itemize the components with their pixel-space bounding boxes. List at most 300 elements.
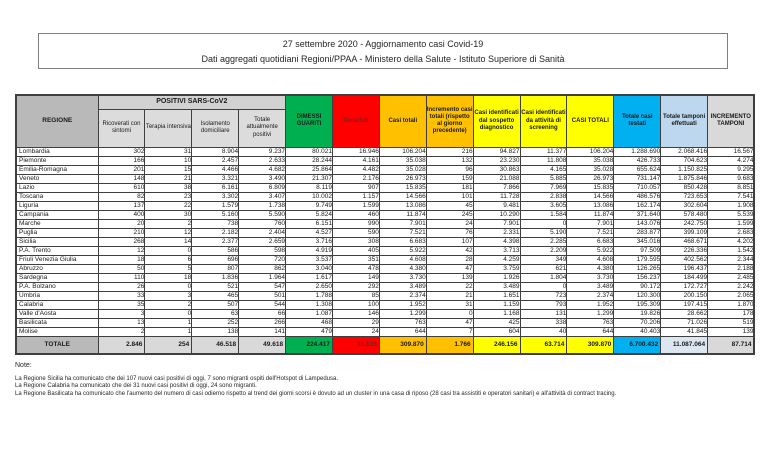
table-cell: 1.599 bbox=[708, 219, 755, 228]
total-cell: 11.087.064 bbox=[661, 336, 708, 354]
table-cell: 3.302 bbox=[192, 192, 239, 201]
table-cell: 197.415 bbox=[661, 300, 708, 309]
table-cell: 9.237 bbox=[239, 147, 286, 156]
table-cell: 31 bbox=[145, 147, 192, 156]
table-cell: 216 bbox=[426, 147, 473, 156]
table-row bbox=[16, 147, 754, 156]
table-row bbox=[16, 273, 754, 282]
total-cell: 309.870 bbox=[567, 336, 614, 354]
table-cell: 1 bbox=[145, 318, 192, 327]
table-cell: 5.590 bbox=[239, 210, 286, 219]
table-cell: 7.521 bbox=[379, 228, 426, 237]
covid-data-table bbox=[15, 94, 755, 355]
table-cell: 544 bbox=[239, 300, 286, 309]
table-cell: 184.499 bbox=[661, 273, 708, 282]
table-cell: 4.608 bbox=[379, 255, 426, 264]
col-header-casi-totali: Casi totali bbox=[379, 95, 426, 147]
table-row bbox=[16, 291, 754, 300]
table-cell: 21.088 bbox=[473, 174, 520, 183]
table-cell: 807 bbox=[192, 264, 239, 273]
table-cell: 143.076 bbox=[614, 219, 661, 228]
table-cell: 16.567 bbox=[708, 147, 755, 156]
table-cell: 97.509 bbox=[614, 246, 661, 255]
table-cell: 22 bbox=[426, 282, 473, 291]
col-header-isolamento: Isolamento domiciliare bbox=[192, 109, 239, 147]
table-cell: 9.481 bbox=[473, 201, 520, 210]
table-cell: 70.206 bbox=[614, 318, 661, 327]
table-cell: 468.671 bbox=[661, 237, 708, 246]
table-cell: 1.952 bbox=[379, 300, 426, 309]
table-cell: 731.147 bbox=[614, 174, 661, 183]
table-cell: 2.344 bbox=[708, 255, 755, 264]
table-cell: 141 bbox=[239, 327, 286, 336]
table-cell: 1.738 bbox=[239, 201, 286, 210]
table-cell: 22 bbox=[145, 201, 192, 210]
region-name: Lazio bbox=[16, 183, 98, 192]
table-body bbox=[16, 147, 754, 354]
table-cell: 126.265 bbox=[614, 264, 661, 273]
table-row bbox=[16, 165, 754, 174]
table-cell: 2.659 bbox=[239, 237, 286, 246]
total-cell: 2.846 bbox=[98, 336, 145, 354]
col-header-casi-sospetto-diagnostico: Casi identificati dal sospetto diagnostico bbox=[473, 95, 520, 147]
table-cell: 1.926 bbox=[473, 273, 520, 282]
table-cell: 371.640 bbox=[614, 210, 661, 219]
table-cell: 179.595 bbox=[614, 255, 661, 264]
table-cell: 4.527 bbox=[286, 228, 333, 237]
table-cell: 195.309 bbox=[614, 300, 661, 309]
table-cell: 302.604 bbox=[661, 201, 708, 210]
total-cell: 46.518 bbox=[192, 336, 239, 354]
table-cell: 519 bbox=[708, 318, 755, 327]
table-cell: 28.662 bbox=[661, 309, 708, 318]
table-cell: 19.826 bbox=[614, 309, 661, 318]
table-cell: 5.539 bbox=[708, 210, 755, 219]
col-header-regione: REGIONE bbox=[16, 95, 98, 147]
table-cell: 7.541 bbox=[708, 192, 755, 201]
region-name: Basilicata bbox=[16, 318, 98, 327]
table-cell: 426.733 bbox=[614, 156, 661, 165]
table-cell: 30 bbox=[145, 210, 192, 219]
table-row bbox=[16, 327, 754, 336]
table-cell: 33 bbox=[98, 291, 145, 300]
table-cell: 201 bbox=[98, 165, 145, 174]
table-cell: 2.683 bbox=[708, 228, 755, 237]
table-cell: 131 bbox=[520, 309, 567, 318]
bulletin-title-box bbox=[38, 33, 728, 69]
table-cell: 156.237 bbox=[614, 273, 661, 282]
table-cell: 425 bbox=[473, 318, 520, 327]
table-cell: 3.489 bbox=[379, 282, 426, 291]
table-cell: 610 bbox=[98, 183, 145, 192]
col-header-incremento-tamponi: INCREMENTO TAMPONI bbox=[708, 95, 755, 147]
table-cell: 4.380 bbox=[379, 264, 426, 273]
table-cell: 710.057 bbox=[614, 183, 661, 192]
table-cell: 85 bbox=[332, 291, 379, 300]
table-cell: 26.973 bbox=[567, 174, 614, 183]
table-cell: 479 bbox=[286, 327, 333, 336]
table-cell: 13 bbox=[98, 318, 145, 327]
table-cell: 345.016 bbox=[614, 237, 661, 246]
table-cell: 4.398 bbox=[473, 237, 520, 246]
table-cell: 110 bbox=[98, 273, 145, 282]
table-cell: 586 bbox=[192, 246, 239, 255]
table-cell: 7.901 bbox=[567, 219, 614, 228]
table-cell: 4.202 bbox=[708, 237, 755, 246]
table-cell: 200.150 bbox=[661, 291, 708, 300]
table-cell: 2.209 bbox=[520, 246, 567, 255]
table-cell: 521 bbox=[192, 282, 239, 291]
table-cell: 1.804 bbox=[520, 273, 567, 282]
total-label: TOTALE bbox=[16, 336, 98, 354]
table-cell: 405 bbox=[332, 246, 379, 255]
table-cell: 5.824 bbox=[286, 210, 333, 219]
table-cell: 35.028 bbox=[567, 165, 614, 174]
table-cell: 82 bbox=[98, 192, 145, 201]
table-cell: 10.290 bbox=[473, 210, 520, 219]
table-header bbox=[16, 95, 754, 147]
table-cell: 4.482 bbox=[332, 165, 379, 174]
table-cell: 1.168 bbox=[473, 309, 520, 318]
table-cell: 7.866 bbox=[473, 183, 520, 192]
table-cell: 23.230 bbox=[473, 156, 520, 165]
total-cell: 254 bbox=[145, 336, 192, 354]
table-cell: 35 bbox=[98, 300, 145, 309]
note-line: La Regione Calabria ha comunicato che dei 31 nuovi casi positivi di oggi, 24 sono migranti. bbox=[15, 383, 257, 390]
table-cell: 907 bbox=[332, 183, 379, 192]
table-cell: 2.633 bbox=[239, 156, 286, 165]
table-cell: 400 bbox=[98, 210, 145, 219]
table-cell: 47 bbox=[426, 264, 473, 273]
table-cell: 598 bbox=[239, 246, 286, 255]
table-cell: 20 bbox=[98, 219, 145, 228]
col-header-deceduti: Deceduti bbox=[332, 95, 379, 147]
total-cell: 6.700.432 bbox=[614, 336, 661, 354]
table-row bbox=[16, 156, 754, 165]
total-cell: 35.835 bbox=[332, 336, 379, 354]
table-cell: 723.653 bbox=[661, 192, 708, 201]
table-cell: 4.682 bbox=[239, 165, 286, 174]
table-cell: 35.038 bbox=[567, 156, 614, 165]
table-cell: 2.650 bbox=[286, 282, 333, 291]
table-cell: 148 bbox=[98, 174, 145, 183]
table-cell: 30.863 bbox=[473, 165, 520, 174]
notes-title: Note: bbox=[15, 362, 32, 369]
table-cell: 5.922 bbox=[379, 246, 426, 255]
table-row bbox=[16, 318, 754, 327]
table-cell: 14.566 bbox=[379, 192, 426, 201]
table-cell: 24 bbox=[332, 327, 379, 336]
total-cell: 63.714 bbox=[520, 336, 567, 354]
total-cell: 309.870 bbox=[379, 336, 426, 354]
table-cell: 1.599 bbox=[332, 201, 379, 210]
table-cell: 2.457 bbox=[192, 156, 239, 165]
table-cell: 604 bbox=[473, 327, 520, 336]
total-cell: 1.766 bbox=[426, 336, 473, 354]
table-cell: 478 bbox=[332, 264, 379, 273]
table-cell: 196.437 bbox=[661, 264, 708, 273]
note-line: La Regione Sicilia ha comunicato che dei 107 nuovi casi positivi di oggi, 7 sono migranti ospiti dell'Hotspot di Lampedusa. bbox=[15, 376, 339, 382]
table-cell: 1 bbox=[145, 327, 192, 336]
table-cell: 26.973 bbox=[379, 174, 426, 183]
table-cell: 16.946 bbox=[332, 147, 379, 156]
table-cell: 12 bbox=[145, 228, 192, 237]
table-cell: 655.624 bbox=[614, 165, 661, 174]
region-name: Emilia-Romagna bbox=[16, 165, 98, 174]
table-cell: 1.617 bbox=[286, 273, 333, 282]
total-row bbox=[16, 336, 754, 354]
table-cell: 63 bbox=[192, 309, 239, 318]
total-cell: 49.618 bbox=[239, 336, 286, 354]
table-row bbox=[16, 282, 754, 291]
table-cell: 21 bbox=[145, 174, 192, 183]
table-cell: 1.150.825 bbox=[661, 165, 708, 174]
table-cell: 547 bbox=[239, 282, 286, 291]
table-row bbox=[16, 219, 754, 228]
table-row bbox=[16, 201, 754, 210]
table-cell: 738 bbox=[192, 219, 239, 228]
table-cell: 5.885 bbox=[520, 174, 567, 183]
table-cell: 486.576 bbox=[614, 192, 661, 201]
table-cell: 2.374 bbox=[379, 291, 426, 300]
table-row bbox=[16, 255, 754, 264]
notes-block bbox=[15, 376, 760, 398]
table-cell: 268 bbox=[98, 237, 145, 246]
table-cell: 704.623 bbox=[661, 156, 708, 165]
table-cell: 4.919 bbox=[286, 246, 333, 255]
table-cell: 793 bbox=[520, 300, 567, 309]
table-cell: 149 bbox=[332, 273, 379, 282]
table-cell: 41.845 bbox=[661, 327, 708, 336]
table-cell: 25.864 bbox=[286, 165, 333, 174]
table-cell: 29 bbox=[332, 318, 379, 327]
table-cell: 245 bbox=[426, 210, 473, 219]
table-cell: 66 bbox=[239, 309, 286, 318]
table-cell: 338 bbox=[520, 318, 567, 327]
table-cell: 1.964 bbox=[239, 273, 286, 282]
table-cell: 13.086 bbox=[379, 201, 426, 210]
table-cell: 5 bbox=[145, 264, 192, 273]
table-row bbox=[16, 210, 754, 219]
table-cell: 460 bbox=[332, 210, 379, 219]
table-cell: 1.288.690 bbox=[614, 147, 661, 156]
region-name: Lombardia bbox=[16, 147, 98, 156]
table-cell: 101 bbox=[426, 192, 473, 201]
table-cell: 2 bbox=[145, 300, 192, 309]
region-name: Abruzzo bbox=[16, 264, 98, 273]
table-cell: 28 bbox=[426, 255, 473, 264]
table-cell: 1.542 bbox=[708, 246, 755, 255]
table-cell: 3.321 bbox=[192, 174, 239, 183]
table-cell: 2.188 bbox=[708, 264, 755, 273]
table-cell: 106.204 bbox=[379, 147, 426, 156]
table-cell: 590 bbox=[332, 228, 379, 237]
table-cell: 0 bbox=[145, 246, 192, 255]
table-cell: 578.480 bbox=[661, 210, 708, 219]
table-cell: 0 bbox=[145, 309, 192, 318]
table-cell: 120.300 bbox=[614, 291, 661, 300]
table-cell: 3.730 bbox=[379, 273, 426, 282]
table-cell: 6.161 bbox=[192, 183, 239, 192]
table-cell: 24 bbox=[426, 219, 473, 228]
table-cell: 4.274 bbox=[708, 156, 755, 165]
table-cell: 6 bbox=[145, 255, 192, 264]
table-cell: 146 bbox=[332, 309, 379, 318]
table-cell: 3 bbox=[98, 309, 145, 318]
table-cell: 159 bbox=[426, 174, 473, 183]
table-cell: 28.244 bbox=[286, 156, 333, 165]
table-cell: 2.285 bbox=[520, 237, 567, 246]
table-cell: 8.851 bbox=[708, 183, 755, 192]
table-cell: 40 bbox=[520, 327, 567, 336]
table-cell: 138 bbox=[192, 327, 239, 336]
table-cell: 1.308 bbox=[286, 300, 333, 309]
table-cell: 292 bbox=[332, 282, 379, 291]
table-cell: 402.562 bbox=[661, 255, 708, 264]
table-cell: 35.038 bbox=[379, 156, 426, 165]
region-name: Valle d'Aosta bbox=[16, 309, 98, 318]
table-cell: 351 bbox=[332, 255, 379, 264]
table-cell: 45 bbox=[426, 201, 473, 210]
table-cell: 760 bbox=[239, 219, 286, 228]
bulletin-title: 27 settembre 2020 - Aggiornamento casi Covid-19 bbox=[282, 38, 484, 49]
table-cell: 23 bbox=[145, 192, 192, 201]
table-cell: 6.809 bbox=[239, 183, 286, 192]
table-cell: 1.299 bbox=[567, 309, 614, 318]
col-header-totale-tamponi: Totale tamponi effettuati bbox=[661, 95, 708, 147]
table-cell: 7.901 bbox=[379, 219, 426, 228]
table-cell: 5.190 bbox=[520, 228, 567, 237]
table-row bbox=[16, 183, 754, 192]
table-cell: 3.489 bbox=[473, 282, 520, 291]
table-cell: 50 bbox=[98, 264, 145, 273]
table-cell: 3 bbox=[145, 291, 192, 300]
table-cell: 3.407 bbox=[239, 192, 286, 201]
table-cell: 12 bbox=[98, 246, 145, 255]
table-cell: 94.827 bbox=[473, 147, 520, 156]
table-row bbox=[16, 246, 754, 255]
table-cell: 7.901 bbox=[473, 219, 520, 228]
table-row bbox=[16, 237, 754, 246]
table-cell: 4.380 bbox=[567, 264, 614, 273]
table-cell: 862 bbox=[239, 264, 286, 273]
table-cell: 80.021 bbox=[286, 147, 333, 156]
col-header-terapia-intensiva: Terapia intensiva bbox=[145, 109, 192, 147]
table-cell: 644 bbox=[567, 327, 614, 336]
table-cell: 266 bbox=[239, 318, 286, 327]
table-cell: 210 bbox=[98, 228, 145, 237]
table-cell: 106.204 bbox=[567, 147, 614, 156]
col-header-totale-casi-testati: Totale casi testati bbox=[614, 95, 661, 147]
table-cell: 2.374 bbox=[567, 291, 614, 300]
table-cell: 71.026 bbox=[661, 318, 708, 327]
total-cell: 87.714 bbox=[708, 336, 755, 354]
table-cell: 2.176 bbox=[332, 174, 379, 183]
table-cell: 252 bbox=[192, 318, 239, 327]
table-cell: 0 bbox=[426, 309, 473, 318]
table-cell: 0 bbox=[145, 282, 192, 291]
table-cell: 399.109 bbox=[661, 228, 708, 237]
table-cell: 621 bbox=[520, 264, 567, 273]
region-name: Toscana bbox=[16, 192, 98, 201]
table-cell: 107 bbox=[426, 237, 473, 246]
table-cell: 14 bbox=[145, 237, 192, 246]
table-cell: 11.808 bbox=[520, 156, 567, 165]
table-cell: 40.403 bbox=[614, 327, 661, 336]
table-cell: 15 bbox=[145, 165, 192, 174]
table-cell: 11.377 bbox=[520, 147, 567, 156]
table-row bbox=[16, 174, 754, 183]
table-cell: 5.160 bbox=[192, 210, 239, 219]
table-cell: 1.952 bbox=[567, 300, 614, 309]
table-cell: 2 bbox=[145, 219, 192, 228]
table-cell: 132 bbox=[426, 156, 473, 165]
table-cell: 3.490 bbox=[239, 174, 286, 183]
region-name: Calabria bbox=[16, 300, 98, 309]
table-cell: 0 bbox=[520, 282, 567, 291]
table-cell: 6.683 bbox=[379, 237, 426, 246]
table-cell: 21 bbox=[426, 291, 473, 300]
table-cell: 990 bbox=[332, 219, 379, 228]
table-cell: 3.759 bbox=[473, 264, 520, 273]
table-cell: 468 bbox=[286, 318, 333, 327]
table-cell: 465 bbox=[192, 291, 239, 300]
region-name: Liguria bbox=[16, 201, 98, 210]
table-cell: 1.651 bbox=[473, 291, 520, 300]
table-cell: 2.377 bbox=[192, 237, 239, 246]
table-cell: 76 bbox=[426, 228, 473, 237]
region-name: Piemonte bbox=[16, 156, 98, 165]
table-cell: 178 bbox=[708, 309, 755, 318]
table-cell: 96 bbox=[426, 165, 473, 174]
region-name: Marche bbox=[16, 219, 98, 228]
table-cell: 501 bbox=[239, 291, 286, 300]
table-row bbox=[16, 228, 754, 237]
table-cell: 139 bbox=[708, 327, 755, 336]
table-cell: 2.485 bbox=[708, 273, 755, 282]
col-header-ricoverati: Ricoverati con sintomi bbox=[98, 109, 145, 147]
table-cell: 10.002 bbox=[286, 192, 333, 201]
table-cell: 15.835 bbox=[379, 183, 426, 192]
note-line: La Regione Basilicata ha comunicato che l'aumento del numero di casi odierno rispetto al trend dei giorni scorsi è dovuto ad un cluster in una casa di riposo (28 casi tra assistiti e operatori sanitari) e all'attività di contract tracing. bbox=[15, 390, 617, 397]
table-cell: 162.174 bbox=[614, 201, 661, 210]
table-cell: 4.259 bbox=[473, 255, 520, 264]
table-cell: 3.489 bbox=[567, 282, 614, 291]
col-header-dimessi-guariti: DIMESSI GUARITI bbox=[286, 95, 333, 147]
table-cell: 47 bbox=[426, 318, 473, 327]
table-cell: 850.428 bbox=[661, 183, 708, 192]
table-cell: 137 bbox=[98, 201, 145, 210]
table-cell: 2 bbox=[98, 327, 145, 336]
table-cell: 9.749 bbox=[286, 201, 333, 210]
col-header-incremento-casi: Incremento casi totali (rispetto al giorno precedente) bbox=[426, 95, 473, 147]
table-cell: 2.182 bbox=[192, 228, 239, 237]
table-cell: 26 bbox=[98, 282, 145, 291]
table-cell: 644 bbox=[379, 327, 426, 336]
table-cell: 7.969 bbox=[520, 183, 567, 192]
table-cell: 181 bbox=[426, 183, 473, 192]
col-header-casi-totali-caps: CASI TOTALI bbox=[567, 95, 614, 147]
table-cell: 11.874 bbox=[567, 210, 614, 219]
region-name: P.A. Bolzano bbox=[16, 282, 98, 291]
table-cell: 3.040 bbox=[286, 264, 333, 273]
table-cell: 3.716 bbox=[286, 237, 333, 246]
table-cell: 723 bbox=[520, 291, 567, 300]
table-cell: 42 bbox=[426, 246, 473, 255]
table-cell: 13.086 bbox=[567, 201, 614, 210]
table-cell: 6.151 bbox=[286, 219, 333, 228]
table-cell: 1.299 bbox=[379, 309, 426, 318]
